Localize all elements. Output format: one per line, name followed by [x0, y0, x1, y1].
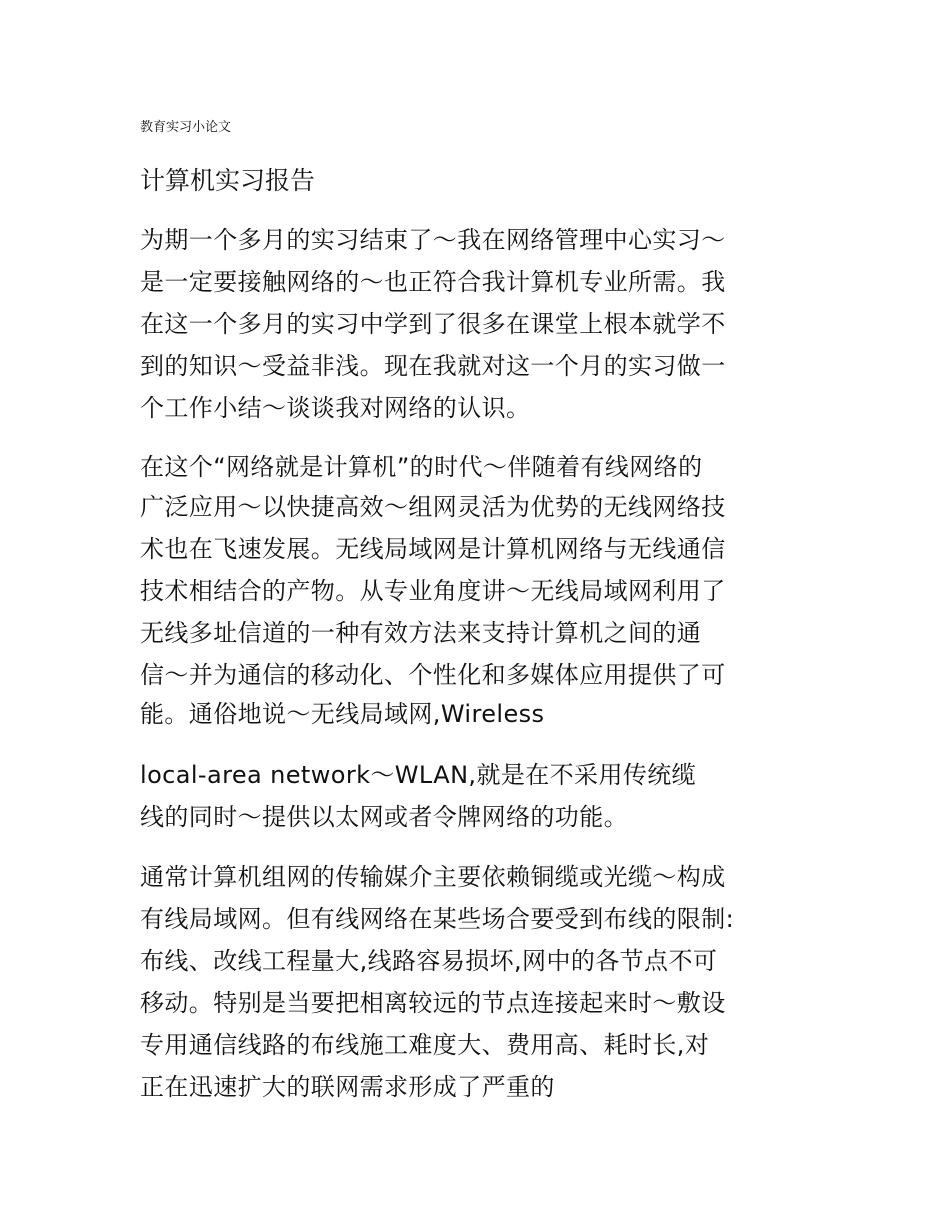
text-line: 通常计算机组网的传输媒介主要依赖铜缆或光缆～构成 [140, 863, 726, 891]
report-title: 计算机实习报告 [140, 166, 316, 195]
text-line: 个工作小结～谈谈我对网络的认识。 [140, 394, 531, 422]
text-line: 移动。特别是当要把相离较远的节点连接起来时～敷设 [140, 989, 726, 1017]
text-line: 为期一个多月的实习结束了～我在网络管理中心实习～ [140, 226, 726, 254]
text-line: 技术相结合的产物。从专业角度讲～无线局域网利用了 [140, 577, 726, 605]
text-line: 能。通俗地说～无线局域网,Wireless [140, 700, 545, 728]
text-line: 正在迅速扩大的联网需求形成了严重的 [140, 1073, 555, 1101]
text-line: 布线、改线工程量大,线路容易损坏,网中的各节点不可 [140, 947, 718, 975]
text-line: local-area network～WLAN,就是在不采用传统缆 [140, 761, 697, 789]
page-header: 教育实习小论文 [140, 120, 232, 135]
text-line: 专用通信线路的布线施工难度大、费用高、耗时长,对 [140, 1031, 710, 1059]
text-line: 是一定要接触网络的～也正符合我计算机专业所需。我 [140, 268, 726, 296]
text-line: 无线多址信道的一种有效方法来支持计算机之间的通 [140, 619, 702, 647]
text-line: 有线局域网。但有线网络在某些场合要受到布线的限制: [140, 905, 735, 933]
text-line: 到的知识～受益非浅。现在我就对这一个月的实习做一 [140, 352, 726, 380]
text-line: 信～并为通信的移动化、个性化和多媒体应用提供了可 [140, 661, 726, 689]
text-line: 术也在飞速发展。无线局域网是计算机网络与无线通信 [140, 535, 726, 563]
text-line: 线的同时～提供以太网或者令牌网络的功能。 [140, 803, 628, 831]
text-line: 在这个“网络就是计算机”的时代～伴随着有线网络的 [140, 453, 703, 481]
text-line: 在这一个多月的实习中学到了很多在课堂上根本就学不 [140, 310, 726, 338]
text-line: 广泛应用～以快捷高效～组网灵活为优势的无线网络技 [140, 493, 726, 521]
